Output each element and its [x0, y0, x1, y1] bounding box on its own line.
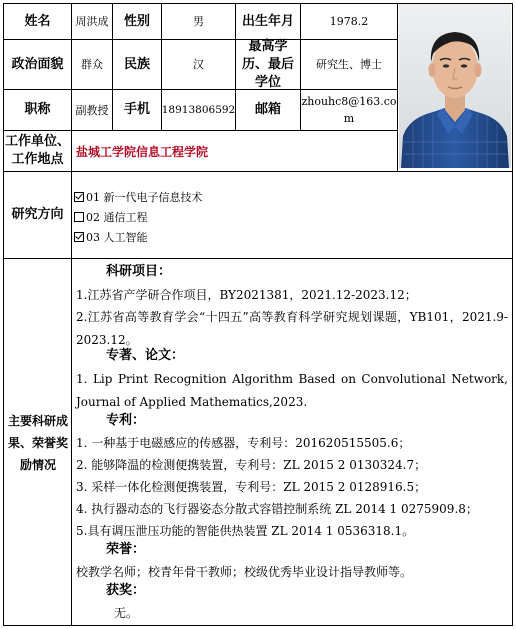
label-title: 职称	[24, 102, 51, 117]
patent-item: 4. 执行器动态的飞行器姿态分散式容错控制系统 ZL 2014 1 0275909.8；	[76, 502, 478, 516]
label-ethnicity: 民族	[123, 56, 150, 72]
value-title: 副教授	[75, 103, 109, 117]
paper-item: 1. Lip Print Recognition Algorithm Based on Convolutional Network, Journal of Applied Mathematics,2023.	[76, 372, 508, 409]
patents-heading: 专利：	[106, 413, 146, 428]
research-item-2	[74, 210, 148, 226]
label-achievements: 主要科研成果、荣誉奖励情况	[8, 414, 69, 472]
research-item-label: 03 人工智能	[86, 231, 148, 244]
honors-text: 校教学名师；校青年骨干教师；校级优秀毕业设计指导教师等。	[76, 565, 413, 579]
label-degree: 最高学历、最后学位	[241, 38, 294, 90]
label-political: 政治面貌	[11, 56, 64, 72]
label-workplace: 工作单位、工作地点	[4, 134, 70, 167]
checkbox-checked-icon	[74, 192, 84, 202]
projects-heading: 科研项目：	[106, 264, 172, 279]
value-birth: 1978.2	[329, 15, 369, 28]
research-item-label: 02 通信工程	[86, 211, 148, 224]
value-degree: 研究生、博士	[316, 58, 382, 71]
email-line-1: zhouhc8@163.co	[301, 95, 397, 108]
value-gender: 男	[193, 15, 204, 28]
checkbox-unchecked-icon	[74, 212, 84, 222]
label-email: 邮箱	[254, 102, 281, 117]
label-phone: 手机	[123, 102, 150, 117]
project-item: 2.江苏省高等教育学会“十四五”高等教育科学研究规划课题，YB101，2021.9-2023.12。	[76, 310, 508, 347]
value-ethnicity: 汉	[193, 58, 204, 71]
label-name: 姓名	[24, 13, 51, 29]
value-email	[301, 93, 397, 129]
patent-item: 5.具有调压泄压功能的智能供热装置 ZL 2014 1 0536318.1。	[76, 524, 415, 538]
value-political: 群众	[81, 58, 103, 71]
value-phone: 18913806592	[161, 103, 236, 116]
label-gender: 性别	[123, 13, 150, 29]
research-item-label: 01 新一代电子信息技术	[86, 191, 203, 204]
research-item-1	[74, 190, 203, 206]
research-item-3	[74, 230, 148, 246]
patent-item: 3. 采样一体化检测便携装置，专利号：ZL 2015 2 0128916.5；	[76, 480, 427, 494]
email-line-2: m	[343, 112, 355, 125]
checkbox-checked-icon	[74, 232, 84, 242]
patent-item: 1. 一种基于电磁感应的传感器，专利号：201620515505.6；	[76, 436, 411, 450]
value-workplace: 盐城工学院信息工程学院	[76, 144, 209, 159]
label-birth: 出生年月	[241, 13, 294, 29]
profile-photo	[399, 4, 511, 168]
value-name: 周洪成	[75, 15, 109, 28]
label-research: 研究方向	[11, 207, 64, 222]
honors-heading: 荣誉：	[106, 542, 146, 557]
patent-item: 2. 能够降温的检测便携装置，专利号：ZL 2015 2 0130324.7；	[76, 458, 427, 472]
papers-heading: 专著、论文：	[106, 348, 185, 363]
awards-text: 无。	[114, 606, 139, 620]
project-item: 1.江苏省产学研合作项目，BY2021381，2021.12-2023.12；	[76, 288, 417, 302]
awards-heading: 获奖：	[106, 583, 146, 598]
